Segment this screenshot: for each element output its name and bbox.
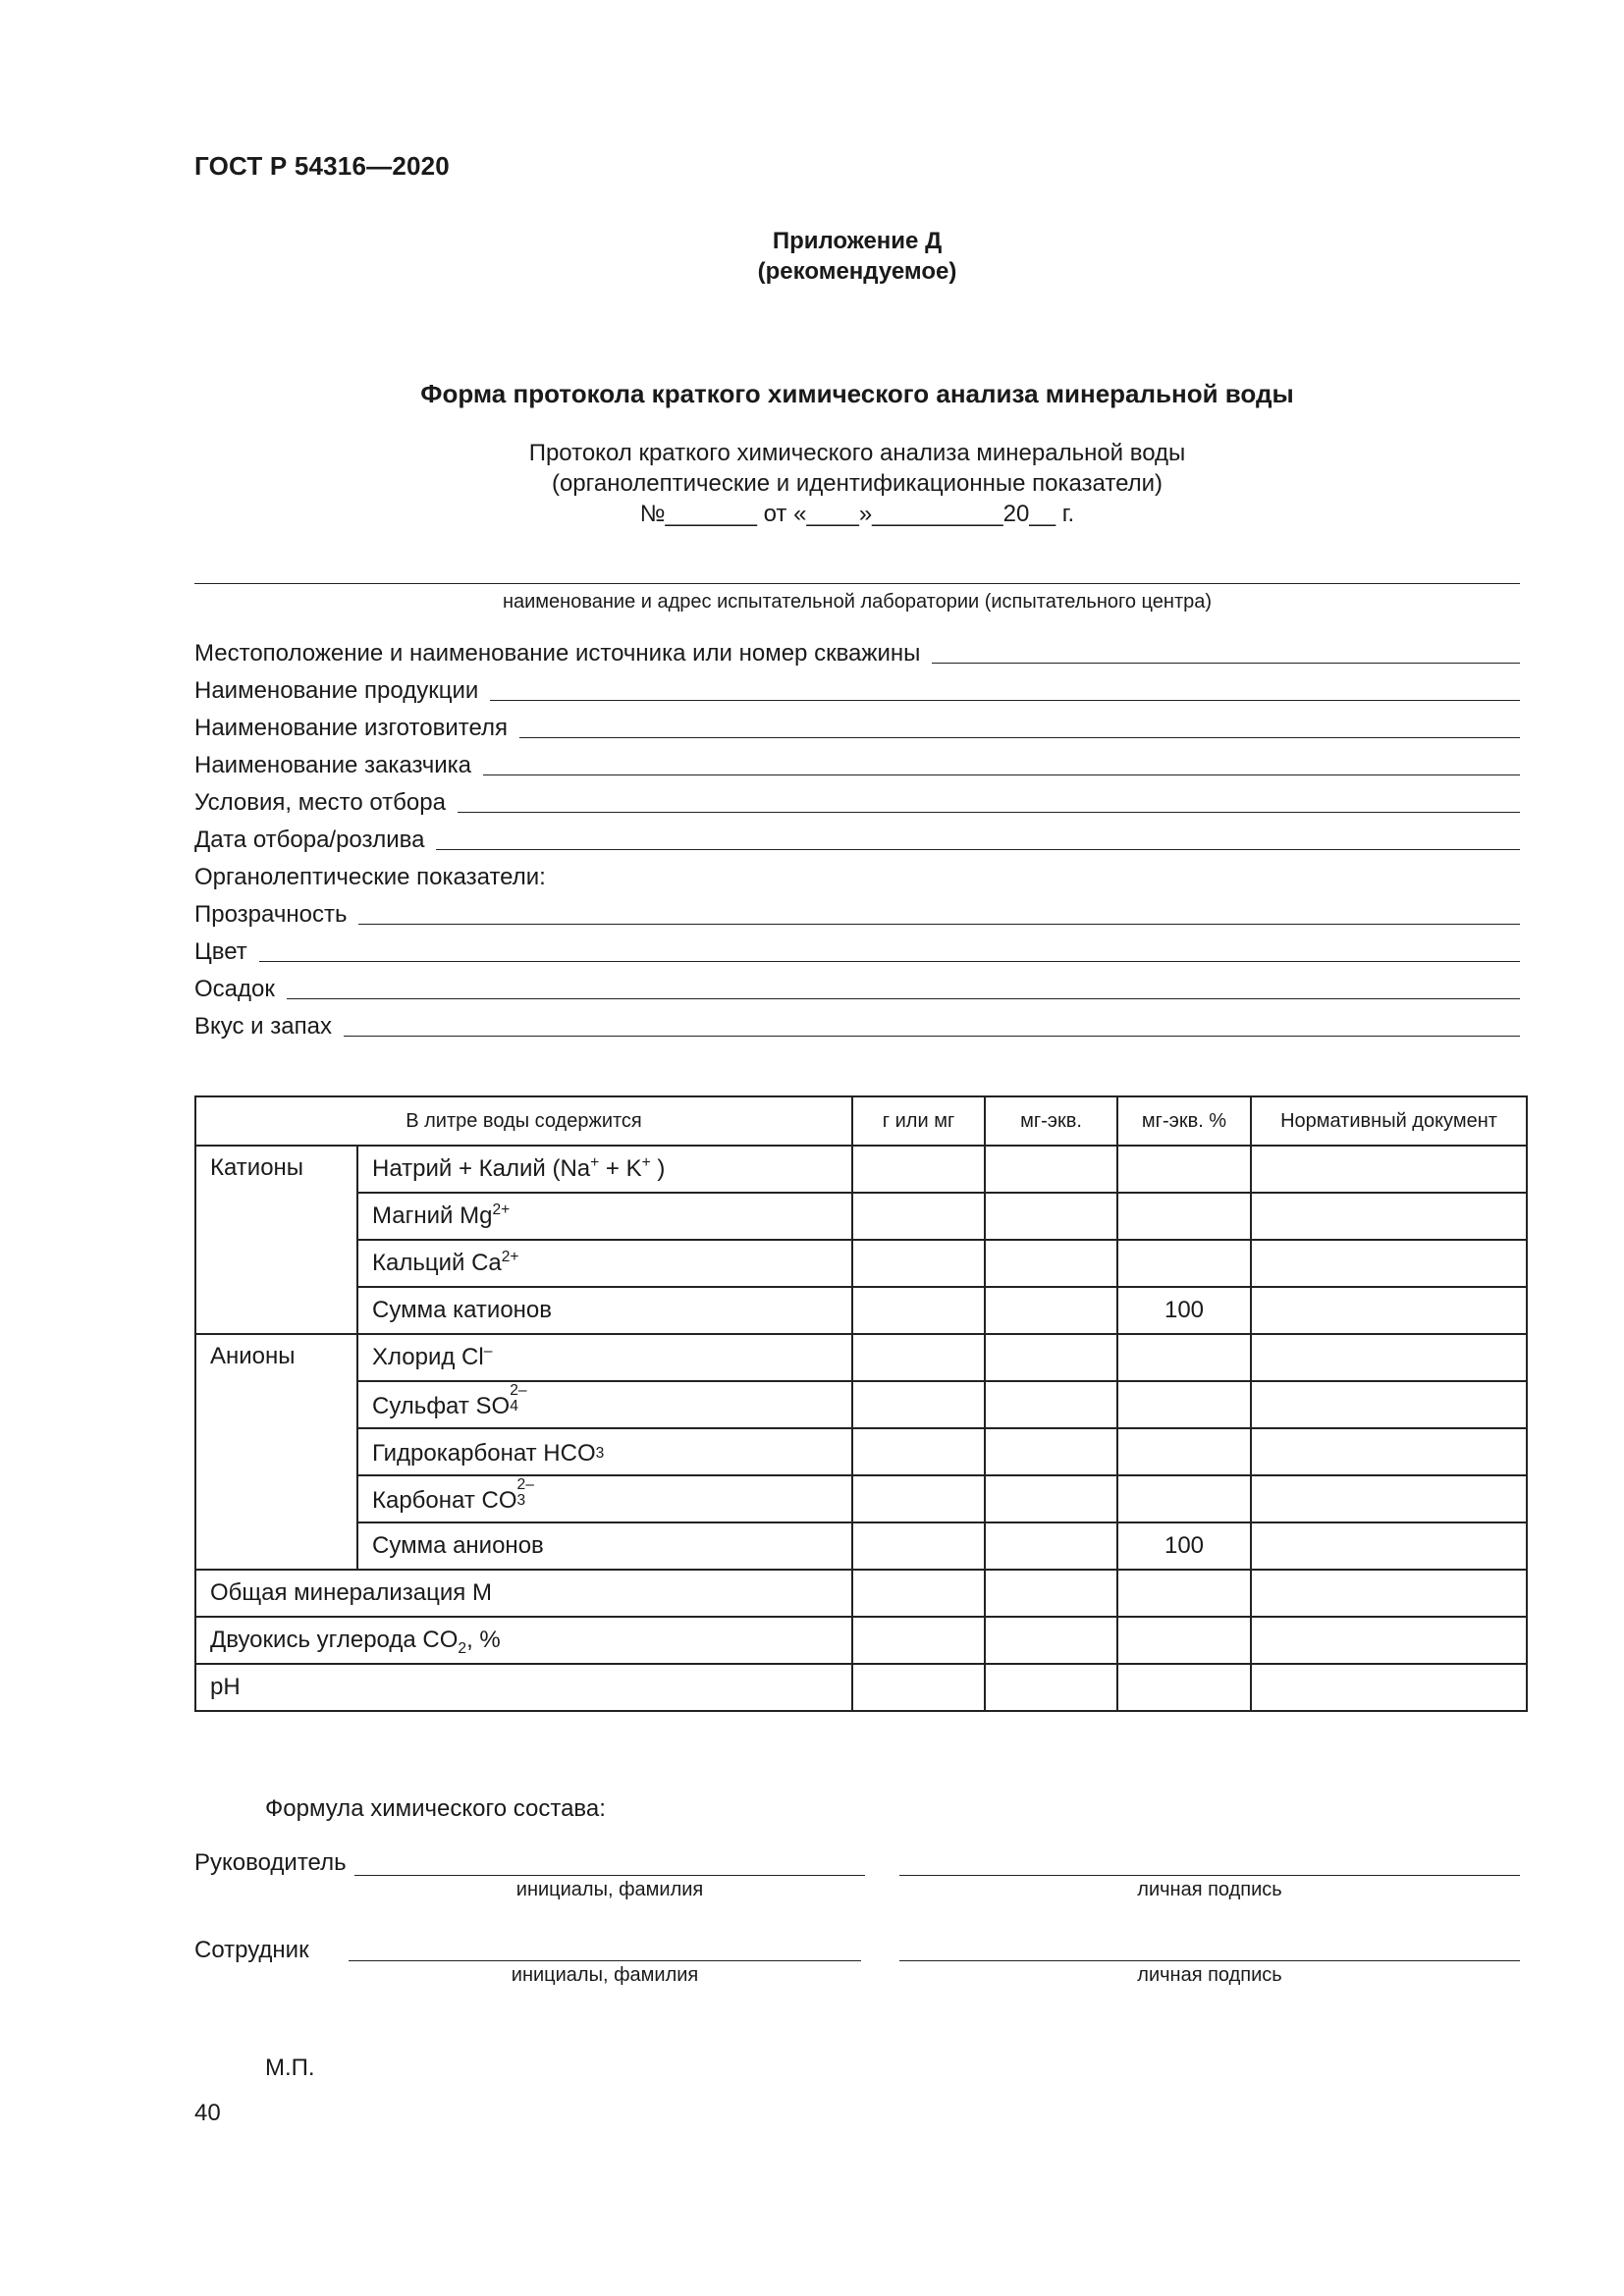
cell-norm-doc[interactable] [1251, 1381, 1527, 1428]
cell-norm-doc[interactable] [1251, 1522, 1527, 1570]
header-norm-doc: Нормативный документ [1251, 1096, 1527, 1146]
field-source-location[interactable] [194, 634, 1520, 667]
cell-norm-doc[interactable] [1251, 1617, 1527, 1664]
table-row [195, 1381, 1527, 1428]
appendix-status: (рекомендуемое) [757, 258, 957, 285]
cations-sum-pct: 100 [1117, 1287, 1251, 1334]
protocol-title: Протокол краткого химического анализа минеральной воды [528, 440, 1186, 466]
field-label: Условия, место отбора [194, 789, 446, 816]
protocol-subtitle: (органолептические и идентификационные показатели) [551, 470, 1164, 497]
cell-mg-eq-pct[interactable] [1117, 1570, 1251, 1617]
cell-mg-eq-pct[interactable] [1117, 1240, 1251, 1287]
table-row [195, 1522, 1527, 1570]
cell-mg-eq-pct[interactable] [1117, 1193, 1251, 1240]
row-mineralization: Общая минерализация М [195, 1570, 852, 1617]
organoleptic-heading-label: Органолептические показатели: [194, 864, 546, 890]
field-label: Осадок [194, 976, 275, 1002]
table-header-row [195, 1096, 1527, 1146]
cell-g-mg[interactable] [852, 1334, 985, 1381]
head-signature-caption: личная подпись [1137, 1879, 1282, 1900]
cell-mg-eq[interactable] [985, 1475, 1117, 1522]
row-sodium-potassium: Натрий + Калий (Na+ + K+ ) [357, 1146, 852, 1193]
cell-norm-doc[interactable] [1251, 1428, 1527, 1475]
cell-mg-eq[interactable] [985, 1287, 1117, 1334]
protocol-number-date: №_______ от «____»__________20__ г. [639, 501, 1075, 527]
cell-g-mg[interactable] [852, 1570, 985, 1617]
standard-number: ГОСТ Р 54316—2020 [194, 151, 450, 181]
row-ph: pH [195, 1664, 852, 1711]
employee-name-caption: инициалы, фамилия [511, 1964, 699, 1986]
field-line[interactable] [519, 716, 1520, 738]
cell-mg-eq[interactable] [985, 1428, 1117, 1475]
cell-mg-eq-pct[interactable] [1117, 1617, 1251, 1664]
head-signature-line[interactable] [899, 1875, 1520, 1876]
cell-mg-eq[interactable] [985, 1193, 1117, 1240]
cell-g-mg[interactable] [852, 1240, 985, 1287]
cell-mg-eq[interactable] [985, 1381, 1117, 1428]
header-mg-eq-pct: мг-экв. % [1117, 1096, 1251, 1146]
field-transparency[interactable] [194, 895, 1520, 929]
field-color[interactable] [194, 933, 1520, 966]
anions-sum-pct: 100 [1117, 1522, 1251, 1570]
cell-norm-doc[interactable] [1251, 1570, 1527, 1617]
cell-g-mg[interactable] [852, 1475, 985, 1522]
cell-mg-eq-pct[interactable] [1117, 1334, 1251, 1381]
field-sampling-date[interactable] [194, 821, 1520, 854]
field-sampling-conditions[interactable] [194, 783, 1520, 817]
employee-signature-caption: личная подпись [1137, 1964, 1282, 1986]
employee-name-line[interactable] [349, 1960, 861, 1961]
cell-norm-doc[interactable] [1251, 1664, 1527, 1711]
field-line[interactable] [932, 641, 1520, 664]
table-row [195, 1240, 1527, 1287]
appendix-title: Приложение Д [772, 228, 943, 254]
table-row [195, 1146, 1527, 1193]
table-row [195, 1617, 1527, 1664]
table-row [195, 1287, 1527, 1334]
cell-norm-doc[interactable] [1251, 1146, 1527, 1193]
row-sulfate: Сульфат SO 2– 4 [357, 1381, 852, 1428]
cell-norm-doc[interactable] [1251, 1287, 1527, 1334]
cell-mg-eq[interactable] [985, 1334, 1117, 1381]
header-content: В литре воды содержится [195, 1096, 852, 1146]
employee-signature-line[interactable] [899, 1960, 1520, 1961]
cell-g-mg[interactable] [852, 1428, 985, 1475]
cell-norm-doc[interactable] [1251, 1475, 1527, 1522]
anions-group-label: Анионы [195, 1334, 357, 1570]
row-magnesium: Магний $Mg^{2+}$ [357, 1193, 852, 1240]
field-label: Наименование изготовителя [194, 715, 508, 741]
cell-norm-doc[interactable] [1251, 1334, 1527, 1381]
field-line[interactable] [344, 1014, 1520, 1037]
field-label: Цвет [194, 938, 247, 965]
field-line[interactable] [483, 753, 1520, 775]
head-name-line[interactable] [354, 1875, 865, 1876]
field-taste-smell[interactable] [194, 1007, 1520, 1041]
stamp-place: М.П. [265, 2055, 315, 2081]
cell-g-mg[interactable] [852, 1146, 985, 1193]
field-line[interactable] [259, 939, 1520, 962]
cations-group-label: Катионы [195, 1146, 357, 1334]
cell-norm-doc[interactable] [1251, 1240, 1527, 1287]
field-customer[interactable] [194, 746, 1520, 779]
page-number: 40 [194, 2100, 221, 2126]
table-row [195, 1428, 1527, 1475]
table-row [195, 1334, 1527, 1381]
cell-g-mg[interactable] [852, 1193, 985, 1240]
organoleptic-heading [194, 858, 1520, 891]
row-carbonate: Карбонат CO 2– 3 [357, 1475, 852, 1522]
table-row [195, 1475, 1527, 1522]
row-co2: Двуокись углерода $CO_2$, % [195, 1617, 852, 1664]
field-label: Наименование продукции [194, 677, 479, 704]
row-calcium: Кальций $Ca^{2+}$ [357, 1240, 852, 1287]
lab-name-line[interactable] [194, 583, 1520, 584]
head-name-caption: инициалы, фамилия [515, 1879, 704, 1900]
field-line[interactable] [358, 902, 1520, 925]
cell-mg-eq[interactable] [985, 1146, 1117, 1193]
header-mg-eq: мг-экв. [985, 1096, 1117, 1146]
cell-mg-eq-pct[interactable] [1117, 1146, 1251, 1193]
field-label: Наименование заказчика [194, 752, 471, 778]
table-row [195, 1570, 1527, 1617]
cell-norm-doc[interactable] [1251, 1193, 1527, 1240]
cell-mg-eq[interactable] [985, 1522, 1117, 1570]
field-label: Дата отбора/розлива [194, 827, 425, 853]
employee-label: Сотрудник [194, 1937, 309, 1963]
cell-mg-eq-pct[interactable] [1117, 1428, 1251, 1475]
field-manufacturer[interactable] [194, 709, 1520, 742]
row-anions-sum: Сумма анионов [357, 1522, 852, 1570]
cell-mg-eq[interactable] [985, 1240, 1117, 1287]
cell-mg-eq[interactable] [985, 1617, 1117, 1664]
form-title: Форма протокола краткого химического анализа минеральной воды [420, 379, 1294, 408]
cell-g-mg[interactable] [852, 1381, 985, 1428]
field-line[interactable] [287, 977, 1520, 999]
table-row [195, 1193, 1527, 1240]
row-bicarbonate: Гидрокарбонат HCO 3 [357, 1428, 852, 1475]
head-label: Руководитель [194, 1849, 347, 1876]
lab-name-caption: наименование и адрес испытательной лаборатории (испытательного центра) [502, 591, 1213, 613]
header-g-mg: г или мг [852, 1096, 985, 1146]
table-row [195, 1664, 1527, 1711]
cell-g-mg[interactable] [852, 1287, 985, 1334]
row-chloride: Хлорид Cl– [357, 1334, 852, 1381]
field-label: Прозрачность [194, 901, 348, 928]
field-line[interactable] [458, 790, 1520, 813]
field-product-name[interactable] [194, 671, 1520, 705]
field-label: Вкус и запах [194, 1013, 332, 1040]
cell-mg-eq-pct[interactable] [1117, 1475, 1251, 1522]
cell-mg-eq-pct[interactable] [1117, 1664, 1251, 1711]
field-label: Местоположение и наименование источника или номер скважины [194, 640, 921, 667]
cell-g-mg[interactable] [852, 1522, 985, 1570]
analysis-table [194, 1095, 1528, 1712]
row-cations-sum: Сумма катионов [357, 1287, 852, 1334]
cell-mg-eq[interactable] [985, 1664, 1117, 1711]
field-line[interactable] [490, 678, 1520, 701]
cell-mg-eq[interactable] [985, 1570, 1117, 1617]
cell-g-mg[interactable] [852, 1617, 985, 1664]
field-line[interactable] [436, 828, 1520, 850]
cell-g-mg[interactable] [852, 1664, 985, 1711]
cell-mg-eq-pct[interactable] [1117, 1381, 1251, 1428]
field-sediment[interactable] [194, 970, 1520, 1003]
formula-label: Формула химического состава: [265, 1795, 606, 1822]
